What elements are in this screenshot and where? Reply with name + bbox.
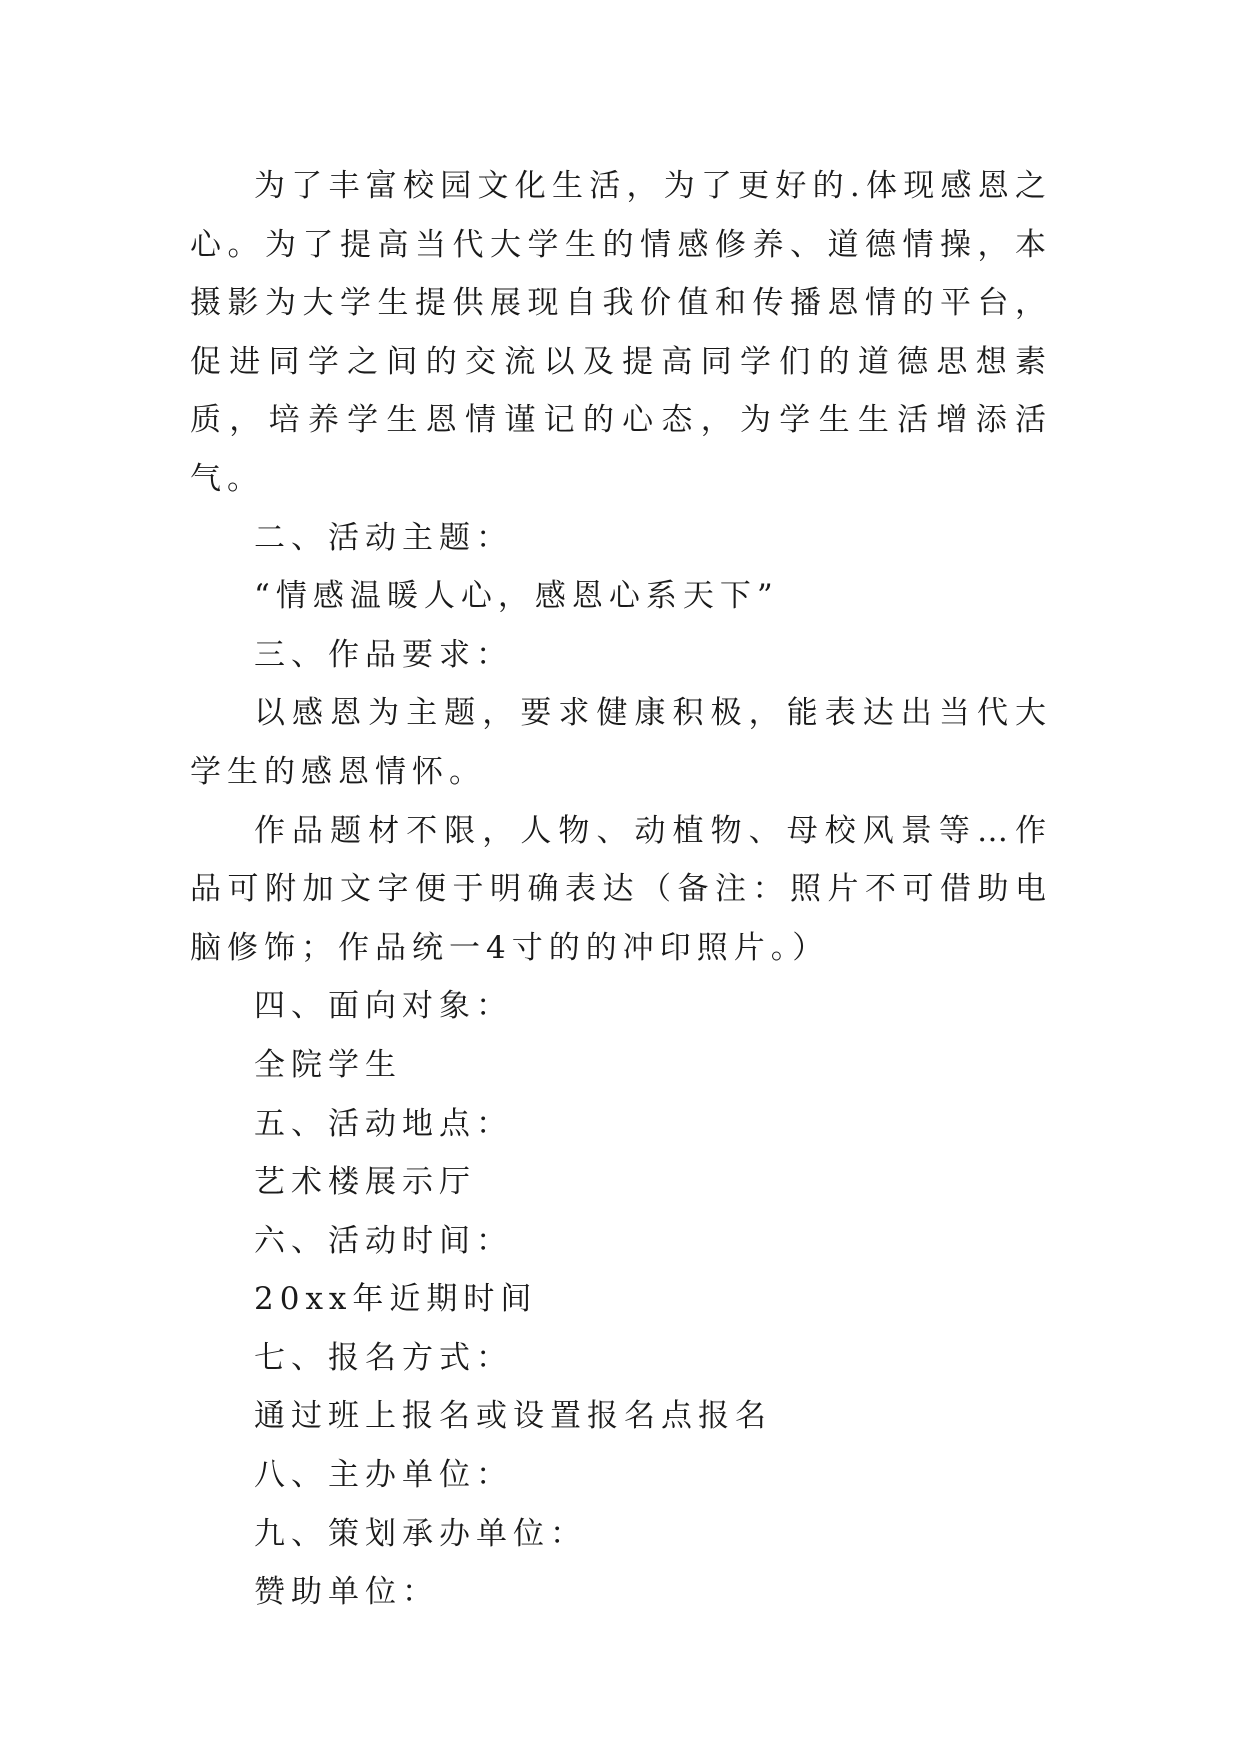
section-heading-organizer: 八、主办单位： bbox=[254, 1457, 513, 1494]
section-heading-host: 九、策划承办单位： bbox=[254, 1515, 587, 1552]
section-heading-registration: 七、报名方式： bbox=[254, 1339, 513, 1376]
section-heading-time: 六、活动时间： bbox=[254, 1222, 513, 1259]
section-heading-requirements: 三、作品要求： bbox=[254, 636, 513, 673]
audience-text: 全院学生 bbox=[254, 1046, 402, 1083]
theme-slogan: “情感温暖人心，感恩心系天下” bbox=[254, 578, 779, 615]
time-text: 20xx年近期时间 bbox=[254, 1281, 538, 1318]
intro-paragraph: 为了丰富校园文化生活，为了更好的.体现感恩之心。为了提高当代大学生的情感修养、道德情操，本摄影为大学生提供展现自我价值和传播恩情的平台，促进同学之间的交流以及提高同学们的道德思想素质，培养学生恩情谨记的心态，为学生生活增添活气。 bbox=[190, 168, 1052, 497]
sponsor-heading: 赞助单位： bbox=[254, 1574, 439, 1611]
location-text: 艺术楼展示厅 bbox=[254, 1164, 476, 1201]
document-body bbox=[190, 157, 1052, 1622]
section-heading-audience: 四、面向对象： bbox=[254, 988, 513, 1025]
requirements-paragraph-1: 以感恩为主题，要求健康积极，能表达出当代大学生的感恩情怀。 bbox=[190, 695, 1052, 790]
section-heading-location: 五、活动地点： bbox=[254, 1105, 513, 1142]
requirements-paragraph-2: 作品题材不限，人物、动植物、母校风景等…作品可附加文字便于明确表达（备注：照片不可借助电脑修饰；作品统一4寸的的冲印照片。） bbox=[190, 812, 1052, 966]
section-heading-theme: 二、活动主题： bbox=[254, 519, 513, 556]
registration-text: 通过班上报名或设置报名点报名 bbox=[254, 1398, 772, 1435]
